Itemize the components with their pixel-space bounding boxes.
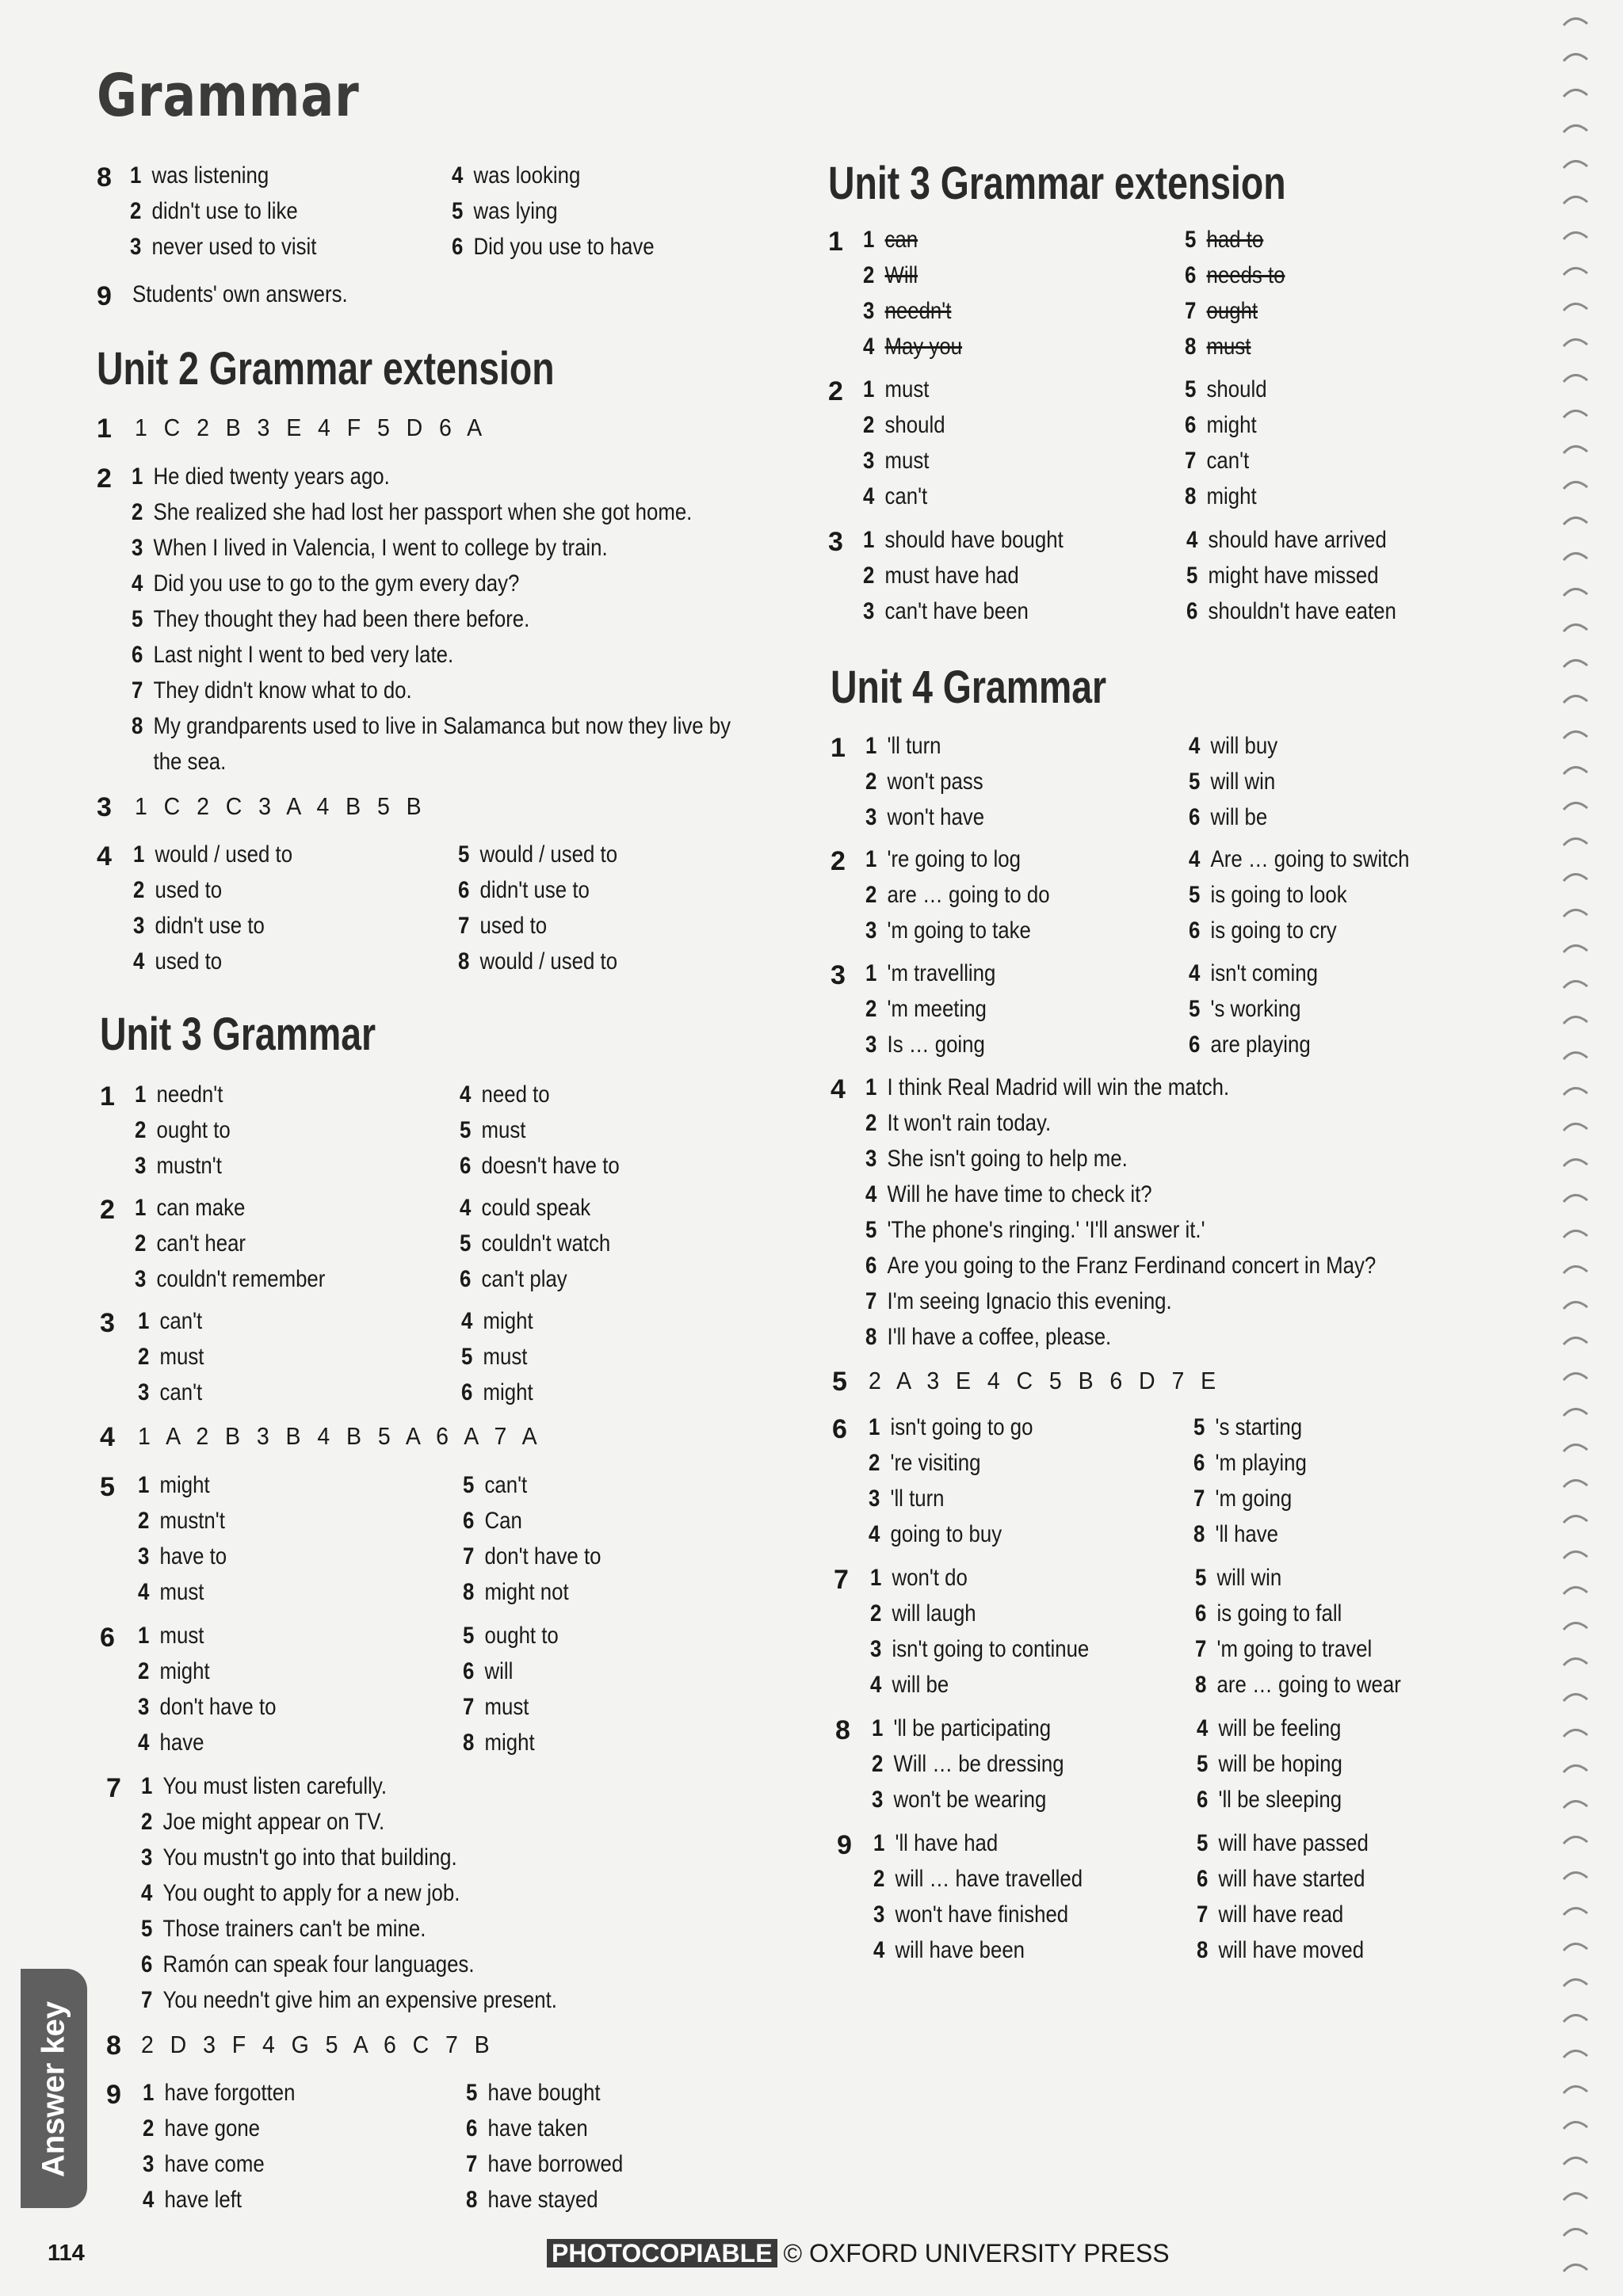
answer-item: 5 's working [1189, 996, 1301, 1022]
exercise-number: 9 [837, 1830, 852, 1860]
spiral-ring [1564, 2122, 1587, 2129]
footer [547, 2239, 1170, 2268]
answer-item: 4 have left [143, 2187, 242, 2213]
answer-item: 5 will win [1195, 1565, 1282, 1591]
spiral-ring [1564, 1694, 1587, 1701]
spiral-ring [1564, 375, 1587, 382]
answer-sequence: 1 C 2 C 3 A 4 B 5 B [135, 792, 427, 820]
answer-item: 5 'The phone's ringing.' 'I'll answer it.' [865, 1217, 1205, 1243]
answer-item: 2 must have had [863, 563, 1019, 589]
spiral-ring [1564, 1266, 1587, 1273]
answer-item: 5 must [461, 1344, 528, 1370]
answer-item: 6 might [461, 1379, 533, 1405]
exercise-number: 1 [831, 733, 846, 763]
page-title: Grammar [97, 62, 360, 130]
answer-item: 1 might [138, 1472, 210, 1498]
answer-key-label: Answer key [36, 2000, 71, 2178]
answer-item: 3 have come [143, 2151, 265, 2177]
answer-item: 7 They didn't know what to do. [132, 677, 412, 704]
answer-item: 2 ought to [135, 1117, 231, 1143]
answer-item: 6 'm playing [1193, 1450, 1307, 1476]
spiral-ring [1564, 1943, 1587, 1951]
answer-item: 2 can't hear [135, 1230, 246, 1257]
answer-item: 8 My grandparents used to live in Salamanca but now they live by [132, 713, 731, 739]
spiral-ring [1564, 1123, 1587, 1131]
answer-item: 6 Did you use to have [452, 234, 655, 260]
answer-item: 3 never used to visit [130, 234, 317, 260]
spiral-ring [1564, 767, 1587, 774]
answer-item: 5 can't [463, 1472, 528, 1498]
answer-item: 3 When I lived in Valencia, I went to college by train. [132, 535, 608, 561]
answer-item: 6 is going to cry [1189, 917, 1337, 944]
spiral-ring [1564, 1302, 1587, 1309]
answer-item: 3 have to [138, 1543, 227, 1569]
exercise-number: 4 [100, 1422, 115, 1452]
answer-item: 6 doesn't have to [460, 1153, 620, 1179]
answer-item: 1 won't do [870, 1565, 968, 1591]
exercise-number: 4 [831, 1074, 846, 1104]
answer-item: 5 couldn't watch [460, 1230, 611, 1257]
answer-item: 7 You needn't give him an expensive present. [141, 1987, 557, 2013]
spiral-ring [1564, 2015, 1587, 2022]
answer-item: 4 used to [133, 948, 223, 974]
answer-item: 6 Are you going to the Franz Ferdinand concert in May? [865, 1253, 1377, 1279]
spiral-ring [1564, 1979, 1587, 1986]
exercise-number: 3 [97, 792, 112, 822]
spiral-ring [1564, 1373, 1587, 1380]
spiral-ring [1564, 1516, 1587, 1523]
answer-item: 8 have stayed [466, 2187, 598, 2213]
answer-item: 4 going to buy [869, 1521, 1002, 1547]
answer-item: 1 'll be participating [872, 1715, 1052, 1741]
answer-item: 6 are playing [1189, 1032, 1311, 1058]
exercise-number: 5 [832, 1367, 847, 1397]
answer-item: 3 didn't use to [133, 913, 265, 939]
answer-item: 4 isn't coming [1189, 960, 1318, 986]
answer-item: 2 're visiting [869, 1450, 981, 1476]
spiral-ring [1564, 517, 1587, 524]
spiral-ring [1564, 1872, 1587, 1879]
answer-item: 2 Will [863, 262, 918, 288]
answer-item: 1 would / used to [133, 841, 293, 868]
spiral-ring [1564, 660, 1587, 667]
answer-item: 2 might [138, 1658, 210, 1684]
answer-item: 3 won't have finished [873, 1901, 1069, 1928]
spiral-ring [1564, 161, 1587, 168]
answer-item: 1 have forgotten [143, 2080, 296, 2106]
exercise-number: 3 [828, 527, 843, 557]
answer-item: 5 ought to [463, 1623, 559, 1649]
spiral-ring [1564, 1444, 1587, 1451]
section-title: Unit 2 Grammar extension [97, 343, 555, 395]
exercise-number: 5 [100, 1472, 115, 1502]
answer-item: 1 're going to log [865, 846, 1021, 872]
exercise-number: 6 [832, 1414, 847, 1444]
answer-item: 7 'm going [1193, 1486, 1293, 1512]
answer-item: 2 are … going to do [865, 882, 1050, 908]
answer-item: 8 might [463, 1730, 535, 1756]
exercise-number: 3 [831, 960, 846, 990]
spiral-ring [1564, 2050, 1587, 2058]
exercise-number: 2 [831, 846, 846, 876]
answer-item: 6 didn't use to [458, 877, 590, 903]
spiral-ring [1564, 1337, 1587, 1344]
answer-item: 1 can't [138, 1308, 203, 1334]
answer-item: 6 shouldn't have eaten [1186, 598, 1396, 624]
answer-item: 6 Ramón can speak four languages. [141, 1951, 475, 1978]
answer-item: 5 must [460, 1117, 526, 1143]
spiral-ring [1564, 624, 1587, 631]
answer-item: 4 can't [863, 483, 928, 509]
answer-sequence: 1 A 2 B 3 B 4 B 5 A 6 A 7 A [138, 1422, 543, 1450]
answer-item: 8 will have moved [1197, 1937, 1365, 1963]
answer-item: 2 'm meeting [865, 996, 987, 1022]
spiral-ring [1564, 339, 1587, 346]
answer-item: 5 They thought they had been there before. [132, 606, 530, 632]
answer-item: 8 must [1185, 334, 1251, 360]
answer-item: 1 I think Real Madrid will win the match. [865, 1074, 1230, 1100]
spiral-ring [1564, 1730, 1587, 1737]
answer-item: 6 'll be sleeping [1197, 1787, 1342, 1813]
answer-item: 5 was lying [452, 198, 558, 224]
answer-item: 2 will laugh [870, 1600, 976, 1627]
answer-item: 3 won't have [865, 804, 985, 830]
answer-item: 5 have bought [466, 2080, 601, 2106]
spiral-ring [1564, 1623, 1587, 1630]
answer-item: 1 isn't going to go [869, 1414, 1033, 1440]
spiral-ring [1564, 196, 1587, 204]
spiral-ring [1564, 1765, 1587, 1772]
spiral-ring [1564, 2193, 1587, 2200]
answer-item: 1 'll turn [865, 733, 941, 759]
answer-item: 1 should have bought [863, 527, 1064, 553]
answer-item: 8 would / used to [458, 948, 618, 974]
spiral-ring [1564, 1016, 1587, 1024]
answer-sequence: 2 D 3 F 4 G 5 A 6 C 7 B [141, 2031, 495, 2058]
answer-item: 3 can't [138, 1379, 203, 1405]
spiral-ring [1564, 2157, 1587, 2164]
spiral-ring [1564, 945, 1587, 952]
answer-item: 7 used to [458, 913, 548, 939]
spiral-ring [1564, 232, 1587, 239]
spiral-ring [1564, 303, 1587, 311]
answer-item: 2 will … have travelled [873, 1866, 1083, 1892]
section-title: Unit 4 Grammar [831, 662, 1107, 713]
answer-item: 6 will [463, 1658, 514, 1684]
spiral-ring [1564, 1088, 1587, 1095]
spiral-ring [1564, 2229, 1587, 2236]
answer-item: 6 have taken [466, 2115, 588, 2142]
spiral-ring [1564, 1230, 1587, 1238]
answer-item: 8 are … going to wear [1195, 1672, 1401, 1698]
answer-item: 5 will be hoping [1197, 1751, 1342, 1777]
answer-item: 7 don't have to [463, 1543, 601, 1569]
answer-item: 2 used to [133, 877, 223, 903]
answer-text: Students' own answers. [132, 281, 348, 307]
spiral-ring [1564, 731, 1587, 738]
answer-item: 5 is going to look [1189, 882, 1347, 908]
spiral-ring [1564, 54, 1587, 61]
spiral-ring [1564, 1836, 1587, 1844]
spiral-ring [1564, 910, 1587, 917]
answer-key-tab [21, 1969, 87, 2208]
answer-item: 4 Did you use to go to the gym every day? [132, 570, 520, 597]
spiral-ring [1564, 589, 1587, 596]
answer-item: 4 will be feeling [1197, 1715, 1342, 1741]
exercise-number: 9 [106, 2080, 121, 2110]
answer-item: 2 Joe might appear on TV. [141, 1809, 385, 1835]
answer-item: 2 It won't rain today. [865, 1110, 1052, 1136]
exercise-number: 1 [828, 227, 843, 257]
answer-item: 7 'm going to travel [1195, 1636, 1373, 1662]
exercise-number: 7 [106, 1773, 121, 1803]
spiral-ring [1564, 1551, 1587, 1558]
answer-item: 3 isn't going to continue [870, 1636, 1090, 1662]
page-number: 114 [48, 2241, 85, 2266]
spiral-ring [1564, 803, 1587, 810]
answer-item: 4 You ought to apply for a new job. [141, 1880, 460, 1906]
answer-item: 3 don't have to [138, 1694, 277, 1720]
answer-item: 3 can't have been [863, 598, 1029, 624]
spiral-ring [1564, 1159, 1587, 1166]
answer-item: 3 Is … going [865, 1032, 985, 1058]
section-title: Unit 3 Grammar extension [828, 158, 1286, 209]
answer-item: 6 Last night I went to bed very late. [132, 642, 454, 668]
spiral-ring [1564, 410, 1587, 418]
answer-item: 6 will have started [1197, 1866, 1365, 1892]
answer-item: 1 was listening [130, 162, 269, 189]
spiral-ring [1564, 1409, 1587, 1416]
spiral-ring [1564, 268, 1587, 275]
answer-item: 7 have borrowed [466, 2151, 624, 2177]
answer-item: 6 Can [463, 1508, 522, 1534]
exercise-number: 2 [828, 376, 843, 406]
spiral-ring [1564, 1658, 1587, 1665]
answer-item: 6 needs to [1185, 262, 1285, 288]
answer-item: 4 will buy [1189, 733, 1278, 759]
answer-item: 2 won't pass [865, 769, 983, 795]
answer-item: 4 will have been [873, 1937, 1025, 1963]
answer-item: 8 'll have [1193, 1521, 1279, 1547]
spiral-ring [1564, 1480, 1587, 1487]
answer-item: 2 She realized she had lost her passport when she got home. [132, 499, 693, 525]
answer-item: 3 'll turn [869, 1486, 945, 1512]
exercise-number: 2 [100, 1195, 115, 1225]
section-title: Unit 3 Grammar [100, 1009, 376, 1060]
answer-item: 1 can [863, 227, 918, 253]
answer-item: 4 have [138, 1730, 204, 1756]
answer-item: 2 have gone [143, 2115, 261, 2142]
answer-item: 4 need to [460, 1081, 550, 1108]
answer-item: 2 mustn't [138, 1508, 225, 1534]
answer-sequence: 2 A 3 E 4 C 5 B 6 D 7 E [869, 1367, 1221, 1394]
photocopiable-badge: PHOTOCOPIABLE [547, 2239, 777, 2267]
exercise-number: 2 [97, 463, 112, 494]
answer-item: 7 ought [1185, 298, 1258, 324]
answer-item: 3 must [863, 448, 930, 474]
exercise-number: 9 [97, 281, 112, 311]
answer-item: 4 was looking [452, 162, 581, 189]
answer-item: 1 must [863, 376, 930, 402]
answer-item: 8 might [1185, 483, 1257, 509]
spiral-ring [1564, 1195, 1587, 1202]
exercise-number: 8 [835, 1715, 850, 1745]
answer-item: 2 must [138, 1344, 204, 1370]
answer-sequence: 1 C 2 B 3 E 4 F 5 D 6 A [135, 414, 487, 441]
answer-item: 4 will be [870, 1672, 949, 1698]
spiral-ring [1564, 446, 1587, 453]
answer-item: 1 'll have had [873, 1830, 999, 1856]
answer-item: 6 can't play [460, 1266, 567, 1292]
answer-item: 5 will have passed [1197, 1830, 1369, 1856]
spiral-ring [1564, 1801, 1587, 1808]
exercise-number: 4 [97, 841, 112, 871]
exercise-number: 1 [97, 414, 112, 444]
answer-item: 1 He died twenty years ago. [132, 463, 390, 490]
answer-item: 7 must [463, 1694, 529, 1720]
answer-item: 6 is going to fall [1195, 1600, 1342, 1627]
answer-item: 5 should [1185, 376, 1267, 402]
spiral-ring [1564, 1587, 1587, 1594]
exercise-number: 6 [100, 1623, 115, 1653]
answer-item: 5 would / used to [458, 841, 618, 868]
exercise-number: 1 [100, 1081, 115, 1112]
answer-item: 5 had to [1185, 227, 1264, 253]
answer-item: 3 needn't [863, 298, 952, 324]
answer-item: 8 might not [463, 1579, 569, 1605]
answer-item: 3 You mustn't go into that building. [141, 1844, 457, 1871]
answer-item: 7 I'm seeing Ignacio this evening. [865, 1288, 1172, 1314]
answer-item: 3 mustn't [135, 1153, 222, 1179]
spiral-ring [1564, 125, 1587, 132]
exercise-number: 8 [97, 162, 112, 193]
spiral-ring [1564, 1052, 1587, 1059]
spiral-ring [1564, 1908, 1587, 1915]
answer-item: 2 should [863, 412, 945, 438]
exercise-number: 8 [106, 2031, 121, 2061]
answer-item: 2 Will … be dressing [872, 1751, 1064, 1777]
spiral-ring [1564, 874, 1587, 881]
answer-item: 3 She isn't going to help me. [865, 1146, 1128, 1172]
spiral-ring [1564, 90, 1587, 97]
answer-item: 5 will win [1189, 769, 1276, 795]
spiral-binding-icon [1557, 0, 1605, 2296]
answer-item: 6 will be [1189, 804, 1268, 830]
spiral-ring [1564, 2086, 1587, 2093]
answer-item: 1 You must listen carefully. [141, 1773, 388, 1799]
spiral-ring [1564, 838, 1587, 845]
answer-item: 1 'm travelling [865, 960, 996, 986]
answer-item: 6 might [1185, 412, 1257, 438]
spiral-ring [1564, 696, 1587, 703]
answer-item: 5 Those trainers can't be mine. [141, 1916, 426, 1942]
answer-item: 4 Will he have time to check it? [865, 1181, 1152, 1207]
answer-item: 3 won't be wearing [872, 1787, 1047, 1813]
answer-item: 4 must [138, 1579, 204, 1605]
spiral-ring [1564, 981, 1587, 988]
answer-item: 4 should have arrived [1186, 527, 1387, 553]
spiral-ring [1564, 2264, 1587, 2271]
answer-item: 8 I'll have a coffee, please. [865, 1324, 1112, 1350]
answer-item: 4 May you [863, 334, 963, 360]
answer-item: 7 will have read [1197, 1901, 1344, 1928]
exercise-number: 7 [834, 1565, 849, 1595]
exercise-number: 3 [100, 1308, 115, 1338]
answer-item: 1 must [138, 1623, 204, 1649]
answer-item: 2 didn't use to like [130, 198, 298, 224]
answer-item: the sea. [153, 749, 227, 775]
answer-item: 4 might [461, 1308, 533, 1334]
answer-item: 5 's starting [1193, 1414, 1303, 1440]
answer-item: 1 can make [135, 1195, 246, 1221]
spiral-ring [1564, 18, 1587, 25]
answer-item: 3 'm going to take [865, 917, 1031, 944]
answer-item: 4 Are … going to switch [1189, 846, 1410, 872]
answer-item: 1 needn't [135, 1081, 223, 1108]
answer-item: 3 couldn't remember [135, 1266, 326, 1292]
spiral-ring [1564, 482, 1587, 489]
spiral-ring [1564, 553, 1587, 560]
answer-item: 4 could speak [460, 1195, 591, 1221]
publisher-text: © OXFORD UNIVERSITY PRESS [783, 2239, 1170, 2267]
answer-item: 7 can't [1185, 448, 1250, 474]
answer-item: 5 might have missed [1186, 563, 1379, 589]
